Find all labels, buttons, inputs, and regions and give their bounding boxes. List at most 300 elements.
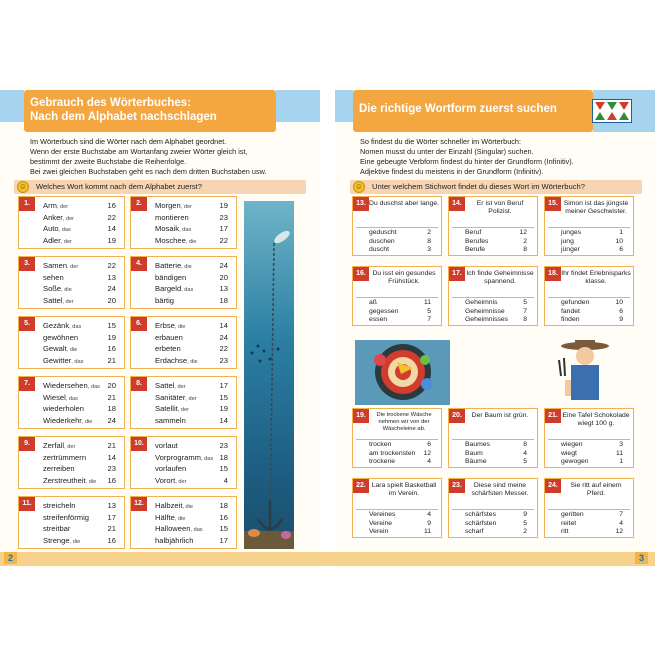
option-number: 12 (519, 229, 527, 236)
word-with-article (43, 500, 76, 512)
word-entry[interactable] (155, 512, 228, 524)
word-number: 15 (219, 392, 228, 402)
word-entry[interactable] (43, 235, 116, 247)
right-intro-line: So findest du die Wörter schneller im Wörterbuch: (360, 137, 522, 146)
alphabet-exercise-box (130, 436, 237, 489)
divider (452, 297, 534, 298)
option-word: finden (561, 316, 580, 324)
exercise-entries (43, 200, 116, 246)
word-entry[interactable] (43, 272, 116, 284)
article: , der (67, 264, 79, 270)
word-with-article (43, 415, 92, 427)
word-number: 22 (219, 235, 228, 245)
word-with-article (155, 523, 203, 535)
word-entry[interactable] (43, 475, 116, 487)
exercise-entries (155, 200, 228, 246)
word-entry[interactable] (43, 392, 116, 404)
word: wiederholen (43, 404, 84, 413)
word: Wiedersehen (43, 381, 88, 390)
word-number: 13 (107, 501, 116, 510)
word-entry[interactable] (155, 223, 228, 235)
alphabet-exercise-box (130, 376, 237, 429)
word-with-article (155, 392, 197, 404)
darts-cowboy-illustration (355, 340, 640, 405)
option-word: Berufes (465, 237, 489, 245)
word-entry[interactable] (155, 392, 228, 404)
word: zertrümmern (43, 452, 87, 462)
option-word: Baumes (465, 441, 490, 448)
right-page-number: 3 (635, 552, 648, 564)
word: Zerstreutheit (43, 475, 86, 485)
answer-option[interactable] (455, 528, 531, 537)
word-with-article (43, 320, 81, 332)
answer-option[interactable] (455, 246, 531, 255)
word-entry[interactable] (43, 343, 116, 355)
answer-options (455, 299, 531, 325)
wordform-exercise-box (544, 196, 634, 256)
word-number: 17 (219, 224, 228, 233)
word: Sattel (43, 295, 63, 305)
answer-option[interactable] (551, 520, 627, 529)
word-with-article (155, 355, 198, 367)
word-with-article (155, 260, 192, 272)
right-intro-line: Eine gebeugte Verbform findest du hinter der Grundform (Infinitiv). (360, 157, 574, 166)
divider (548, 297, 630, 298)
word-entry[interactable] (43, 452, 116, 464)
word-number: 23 (219, 355, 228, 365)
answer-option[interactable] (455, 316, 531, 325)
word-entry[interactable] (43, 535, 116, 547)
option-number: 10 (615, 299, 623, 306)
exercise-sentence: Du isst ein gesundes Frühstück. (372, 270, 436, 286)
exercise-sentence: Eine Tafel Schokolade wiegt 100 g. (562, 412, 630, 428)
word-number: 22 (107, 261, 116, 270)
option-number: 9 (427, 519, 431, 527)
word-number: 18 (219, 295, 228, 305)
answer-option[interactable] (359, 246, 435, 255)
word-with-article (155, 403, 189, 415)
word: bändigen (155, 272, 187, 282)
alphabet-exercise-box (18, 316, 125, 369)
word-with-article (155, 380, 186, 392)
word-entry[interactable] (155, 272, 228, 284)
option-number: 1 (619, 458, 623, 466)
option-number: 4 (619, 519, 623, 527)
answer-option[interactable] (455, 299, 531, 308)
answer-options (551, 229, 627, 255)
smiley-icon: ☺ (18, 182, 28, 191)
article: , das (190, 527, 203, 533)
word: Auto (43, 224, 59, 233)
answer-option[interactable] (359, 441, 435, 450)
word-entry[interactable] (155, 440, 228, 452)
option-word: schärfstes (465, 511, 496, 518)
word-entry[interactable] (43, 463, 116, 475)
answer-option[interactable] (359, 511, 435, 520)
option-number: 5 (523, 519, 527, 527)
wordform-exercise-box (544, 408, 634, 468)
left-title-banner (24, 90, 276, 132)
answer-option[interactable] (551, 458, 627, 467)
word-with-article (155, 223, 191, 235)
word-entry[interactable] (155, 452, 228, 464)
word-number: 15 (219, 464, 228, 473)
word: zerreiben (43, 464, 75, 473)
word-number: 23 (219, 441, 228, 450)
answer-option[interactable] (359, 238, 435, 247)
left-intro-line: Wenn der erste Buchstabe am Wortanfang zweier Wörter gleich ist, (30, 147, 248, 156)
divider (356, 509, 438, 510)
word-with-article (155, 475, 186, 487)
divider (452, 227, 534, 228)
word: Satellit (155, 404, 178, 413)
word: streitbar (43, 524, 71, 533)
word: erbauen (155, 332, 183, 342)
exercise-entries (155, 260, 228, 306)
option-number: 11 (423, 528, 431, 536)
word-entry[interactable] (155, 355, 228, 367)
exercise-number: 10. (131, 437, 147, 451)
word-entry[interactable] (43, 523, 116, 535)
word-with-article (43, 295, 74, 307)
answer-option[interactable] (455, 229, 531, 238)
word-number: 17 (219, 535, 228, 545)
option-word: Vereine (369, 519, 393, 527)
word-entry[interactable] (43, 283, 116, 295)
right-title-banner (353, 90, 593, 132)
word-entry[interactable] (155, 380, 228, 392)
word-number: 21 (107, 392, 116, 402)
divider (356, 297, 438, 298)
exercise-entries (43, 500, 116, 546)
word-entry[interactable] (155, 535, 228, 547)
word-number: 14 (107, 224, 116, 233)
answer-option[interactable] (359, 450, 435, 459)
word-entry[interactable] (155, 403, 228, 415)
left-intro-line: Im Wörterbuch sind die Wörter nach dem Alphabet geordnet. (30, 137, 227, 146)
option-number: 5 (523, 299, 527, 306)
word-with-article (155, 320, 185, 332)
article: , die (174, 324, 186, 330)
answer-options (551, 511, 627, 537)
option-number: 3 (619, 441, 623, 448)
answer-options (359, 299, 435, 325)
answer-option[interactable] (359, 520, 435, 529)
exercise-number: 12. (131, 497, 147, 511)
word: Erdachse (155, 355, 188, 365)
word: halbjährlich (155, 535, 194, 545)
option-word: gefunden (561, 299, 590, 306)
word-number: 16 (107, 475, 116, 485)
alphabet-exercise-box (130, 316, 237, 369)
answer-option[interactable] (455, 458, 531, 467)
word-entry[interactable] (155, 415, 228, 427)
option-word: scharf (465, 528, 484, 536)
exercise-sentence: Die trockene Wäsche nehmen wir von der Wäscheleine ab. (376, 412, 432, 433)
word-with-article (43, 452, 86, 464)
word-number: 13 (219, 284, 228, 293)
word: sammeln (155, 415, 186, 425)
answer-options (551, 441, 627, 467)
answer-option[interactable] (551, 246, 627, 255)
word-number: 16 (107, 201, 116, 210)
option-word: schärfsten (465, 519, 497, 527)
answer-option[interactable] (455, 450, 531, 459)
word-number: 16 (219, 512, 228, 522)
word: Morgen (155, 201, 181, 210)
answer-options (551, 299, 627, 325)
option-word: trockene (369, 458, 396, 466)
word-number: 19 (107, 332, 116, 342)
word: Halbzeit (155, 501, 183, 510)
option-word: Beruf (465, 229, 482, 236)
answer-options (455, 441, 531, 467)
word: streicheln (43, 501, 76, 510)
word-entry[interactable] (155, 320, 228, 332)
answer-option[interactable] (359, 308, 435, 317)
option-word: geduscht (369, 229, 397, 236)
exercise-number: 2. (131, 197, 147, 211)
word-number: 18 (219, 452, 228, 462)
word-number: 19 (219, 201, 228, 210)
word: Anker (43, 212, 63, 222)
wordform-exercise-box (352, 478, 442, 538)
article: , die (85, 478, 97, 485)
wordform-exercise-box (448, 478, 538, 538)
word-with-article (43, 260, 78, 272)
article: , die (185, 238, 197, 245)
answer-option[interactable] (359, 458, 435, 467)
right-question-bar (350, 180, 642, 194)
answer-option[interactable] (359, 316, 435, 325)
word-with-article (155, 295, 174, 307)
option-number: 4 (427, 511, 431, 518)
answer-option[interactable] (359, 299, 435, 308)
word-entry[interactable] (43, 332, 116, 344)
article: , die (181, 264, 192, 270)
word-entry[interactable] (43, 355, 116, 367)
smiley-icon: ☺ (354, 182, 364, 191)
page-bottom-strip (0, 552, 655, 566)
word-with-article (155, 440, 178, 452)
answer-option[interactable] (455, 520, 531, 529)
word: streifenförmig (43, 512, 90, 522)
option-word: duschen (369, 237, 395, 245)
option-word: Geheimnisse (465, 307, 505, 315)
exercise-number: 4. (131, 257, 147, 271)
word-entry[interactable] (43, 320, 116, 332)
word: Gezänk (43, 321, 70, 330)
answer-option[interactable] (551, 229, 627, 238)
answer-option[interactable] (551, 238, 627, 247)
word-with-article (43, 283, 72, 295)
option-number: 5 (427, 307, 431, 315)
word: Wiesel (43, 392, 66, 402)
word-number: 14 (107, 452, 116, 462)
answer-option[interactable] (455, 511, 531, 520)
answer-option[interactable] (551, 441, 627, 450)
word-entry[interactable] (43, 295, 116, 307)
answer-option[interactable] (359, 229, 435, 238)
exercise-number: 15. (545, 197, 561, 211)
exercise-number: 5. (19, 317, 35, 331)
word-entry[interactable] (155, 500, 228, 512)
word-entry[interactable] (43, 380, 116, 392)
article: , das (179, 227, 192, 233)
article: , das (69, 324, 82, 330)
article: , die (61, 287, 72, 293)
answer-option[interactable] (551, 528, 627, 537)
word-with-article (43, 212, 74, 224)
exercise-number: 8. (131, 377, 147, 391)
option-number: 12 (423, 449, 431, 457)
alphabet-exercise-box (18, 376, 125, 429)
answer-option[interactable] (551, 511, 627, 520)
article: , der (185, 395, 197, 402)
article: , die (69, 538, 81, 545)
word-entry[interactable] (155, 475, 228, 487)
option-word: wiegen (561, 441, 583, 448)
word-entry[interactable] (155, 295, 228, 307)
word-with-article (155, 512, 185, 524)
word-entry[interactable] (43, 212, 116, 224)
word-with-article (155, 463, 186, 475)
article: , das (181, 287, 194, 293)
word-with-article (43, 200, 68, 212)
word: vorlaufen (155, 464, 187, 473)
word-entry[interactable] (155, 260, 228, 272)
word-number: 17 (107, 512, 116, 522)
word-entry[interactable] (43, 200, 116, 212)
article: , die (182, 504, 194, 510)
option-number: 8 (523, 441, 527, 448)
answer-option[interactable] (359, 528, 435, 537)
pattern-logo-icon (592, 99, 632, 123)
word-entry[interactable] (155, 343, 228, 355)
option-number: 6 (619, 307, 623, 315)
word-with-article (155, 283, 193, 295)
word-entry[interactable] (155, 212, 228, 224)
word-entry[interactable] (43, 403, 116, 415)
word: sehen (43, 272, 64, 282)
answer-option[interactable] (551, 450, 627, 459)
word-entry[interactable] (155, 235, 228, 247)
word-with-article (43, 535, 80, 547)
word: Mosaik (155, 224, 180, 233)
word-entry[interactable] (43, 415, 116, 427)
divider (548, 439, 630, 440)
word-entry[interactable] (155, 523, 228, 535)
option-number: 11 (423, 299, 431, 306)
word-with-article (43, 355, 83, 367)
article: , das (87, 384, 100, 390)
exercise-number: 9. (19, 437, 35, 451)
right-intro (360, 137, 645, 177)
word-with-article (43, 392, 78, 404)
word: Vorprogramm (155, 452, 201, 462)
word-with-article (43, 523, 70, 535)
option-word: geritten (561, 511, 584, 518)
exercise-sentence: Ihr findet Erlebnisparks klasse. (561, 270, 631, 286)
word-with-article (155, 415, 186, 427)
option-number: 11 (615, 449, 623, 457)
word-entry[interactable] (43, 260, 116, 272)
word-number: 18 (219, 501, 228, 510)
answer-option[interactable] (551, 308, 627, 317)
word-with-article (43, 475, 96, 487)
option-word: am trockensten (369, 449, 416, 457)
right-intro-line: Nomen musst du unter der Einzahl (Singular) suchen. (360, 147, 534, 156)
word-number: 15 (219, 524, 228, 533)
word-with-article (43, 223, 71, 235)
word-with-article (43, 235, 72, 247)
word-entry[interactable] (155, 200, 228, 212)
answer-option[interactable] (455, 238, 531, 247)
option-number: 5 (523, 458, 527, 466)
left-title-line2: Nach dem Alphabet nachschlagen (30, 111, 217, 123)
word-with-article (155, 343, 181, 355)
word-with-article (155, 272, 186, 284)
word: Halloween (155, 524, 191, 533)
exercise-sentence: Diese sind meine schärfsten Messer. (471, 482, 529, 498)
answer-option[interactable] (551, 299, 627, 308)
article: , der (177, 407, 189, 413)
answer-option[interactable] (551, 316, 627, 325)
exercise-number: 7. (19, 377, 35, 391)
alphabet-exercise-box (18, 436, 125, 489)
word-number: 18 (107, 404, 116, 413)
wordform-exercise-box (544, 478, 634, 538)
option-number: 8 (523, 246, 527, 254)
word-entry[interactable] (155, 332, 228, 344)
word: Soße (43, 284, 62, 293)
word-entry[interactable] (155, 283, 228, 295)
article: , das (65, 395, 78, 402)
option-word: gegessen (369, 307, 399, 315)
word-entry[interactable] (43, 440, 116, 452)
word-entry[interactable] (155, 463, 228, 475)
word-number: 21 (107, 441, 116, 450)
left-question: Welches Wort kommt nach dem Alphabet zuerst? (36, 182, 203, 191)
word-entry[interactable] (43, 223, 116, 235)
alphabet-exercise-box (130, 496, 237, 549)
exercise-number: 16. (353, 267, 369, 281)
word-entry[interactable] (43, 500, 116, 512)
left-title-line1: Gebrauch des Wörterbuches: (30, 97, 192, 109)
answer-option[interactable] (455, 308, 531, 317)
word-entry[interactable] (43, 512, 116, 524)
answer-option[interactable] (455, 441, 531, 450)
article: , die (174, 515, 186, 522)
exercise-entries (155, 500, 228, 546)
word-with-article (43, 380, 100, 392)
article: , die (66, 347, 78, 353)
exercise-number: 19. (353, 409, 369, 423)
option-number: 8 (523, 316, 527, 324)
option-number: 4 (523, 449, 527, 457)
option-number: 4 (427, 458, 431, 466)
divider (548, 227, 630, 228)
wordform-exercise-box (544, 266, 634, 326)
left-blue-strip-right (276, 90, 320, 122)
word-number: 16 (107, 535, 116, 545)
option-number: 9 (523, 511, 527, 518)
option-word: essen (369, 316, 388, 324)
divider (356, 227, 438, 228)
option-number: 2 (523, 528, 527, 536)
word-number: 21 (107, 524, 116, 533)
answer-options (455, 511, 531, 537)
